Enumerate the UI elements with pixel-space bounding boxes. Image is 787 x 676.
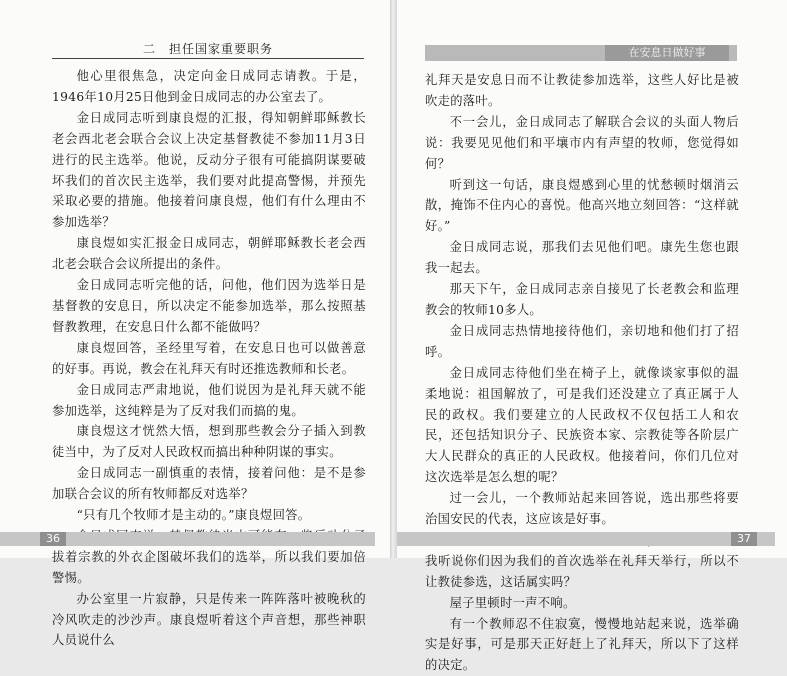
footer-band-left [0,532,375,546]
paragraph: 金日成同志一副慎重的表情，接着问他：是不是参加联合会议的所有牧师都反对选举？ [52,466,366,502]
paragraph: 办公室里一片寂静，只是传来一阵阵落叶被晚秋的冷风吹走的沙沙声。康良煜听着这个声音想，那些神职人员说什么 [52,591,366,648]
right-page [397,0,787,673]
left-page [0,0,390,648]
paragraph: 金日成同志待他们坐在椅子上，就像谈家事似的温柔地说：祖国解放了，可是我们还没建立了真正属于人民的政权。我们要建立的人民政权不仅包括工人和农民，还包括知识分子、民族资本家、宗教徒等各阶层广大人民群众的真正的人民政权。他接着问，你们几位对这次选举是怎么想的呢？ [425,365,739,485]
left-body-text [52,66,366,651]
paragraph: 我听说你们因为我们的首次选举在礼拜天举行，所以不让教徒参选，这话属实吗？ [425,553,739,589]
paragraph: 过一会儿，一个教师站起来回答说，选出那些将要治国安民的代表，这应该是好事。 [425,491,739,527]
paragraph: 他心里很焦急，决定向金日成同志请教。于是，1946年10月25日他到金日成同志的办公室去了。 [52,69,366,104]
paragraph: 金日成同志说，那我们去见他们吧。康先生您也跟我一起去。 [425,240,739,276]
running-head-left: 二 担任国家重要职务 [142,42,273,56]
paragraph: 听到这一句话，康良煜感到心里的忧愁顿时烟消云散，掩饰不住内心的喜悦。他高兴地立刻回答：“这样就好。” [425,177,739,234]
paragraph: 金日成同志严肃地说，他们说因为是礼拜天就不能参加选举，这纯粹是为了反对我们而搞的鬼。 [52,382,366,418]
paragraph: 金日成同志热情地接待他们，亲切地和他们打了招呼。 [425,323,739,359]
running-head-band [425,45,737,61]
paragraph: 金日成同志听到康良煜的汇报，得知朝鲜耶稣教长老会西北老会联合会议上决定基督教徒不参加11月3日进行的民主选举。他说，反动分子很有可能搞阴谋要破坏我们的首次民主选举，我们要对此提高警惕，并预先采取必要的措施。他接着问康良煜，他们有什么理由不参加选举？ [52,110,366,230]
paragraph: 屋子里顿时一声不响。 [449,595,576,610]
paragraph: 拔着宗教的外衣企图破坏我们的选举，所以我们要加倍警惕。 [52,549,366,585]
page-number-right: 37 [731,532,757,546]
paragraph: 金日成同志听完他的话，问他，他们因为选举日是基督教的安息日，所以决定不能参加选举，那么按照基督教教理，在安息日什么都不能做吗？ [52,278,366,334]
paragraph: 不一会儿，金日成同志了解联合会议的头面人物后说：我要见见他们和平壤市内有声望的牧师，您觉得如何？ [425,114,739,171]
footer-band-right [397,532,775,546]
book-gutter [390,0,397,558]
paragraph: 康良煜如实汇报金日成同志，朝鲜耶稣教长老会西北老会联合会议所提出的条件。 [52,236,366,272]
paragraph: 康良煜回答，圣经里写着，在安息日也可以做善意的好事。再说，教会在礼拜天有时还推选教师和长老。 [52,340,366,376]
right-body-text [425,70,739,676]
paragraph: 有一个教师忍不住寂寞，慢慢地站起来说，选举确实是好事，可是那天正好赶上了礼拜天，所以下了这样的决定。 [425,616,739,673]
paragraph-continuation: 礼拜天是安息日而不让教徒参加选举，这些人好比是被吹走的落叶。 [425,73,739,108]
running-head-rule [52,58,364,59]
paragraph: 康良煜这才恍然大悟，想到那些教会分子插入到教徒当中，为了反对人民政权而搞出种种阴谋的事实。 [52,424,366,460]
running-head-right: 在安息日做好事 [605,45,729,61]
paragraph: 那天下午，金日成同志亲自接见了长老教会和监理教会的牧师10多人。 [425,282,739,317]
paragraph: “只有几个牧师才是主动的。”康良煜回答。 [76,508,311,523]
page-number-left: 36 [40,532,66,546]
